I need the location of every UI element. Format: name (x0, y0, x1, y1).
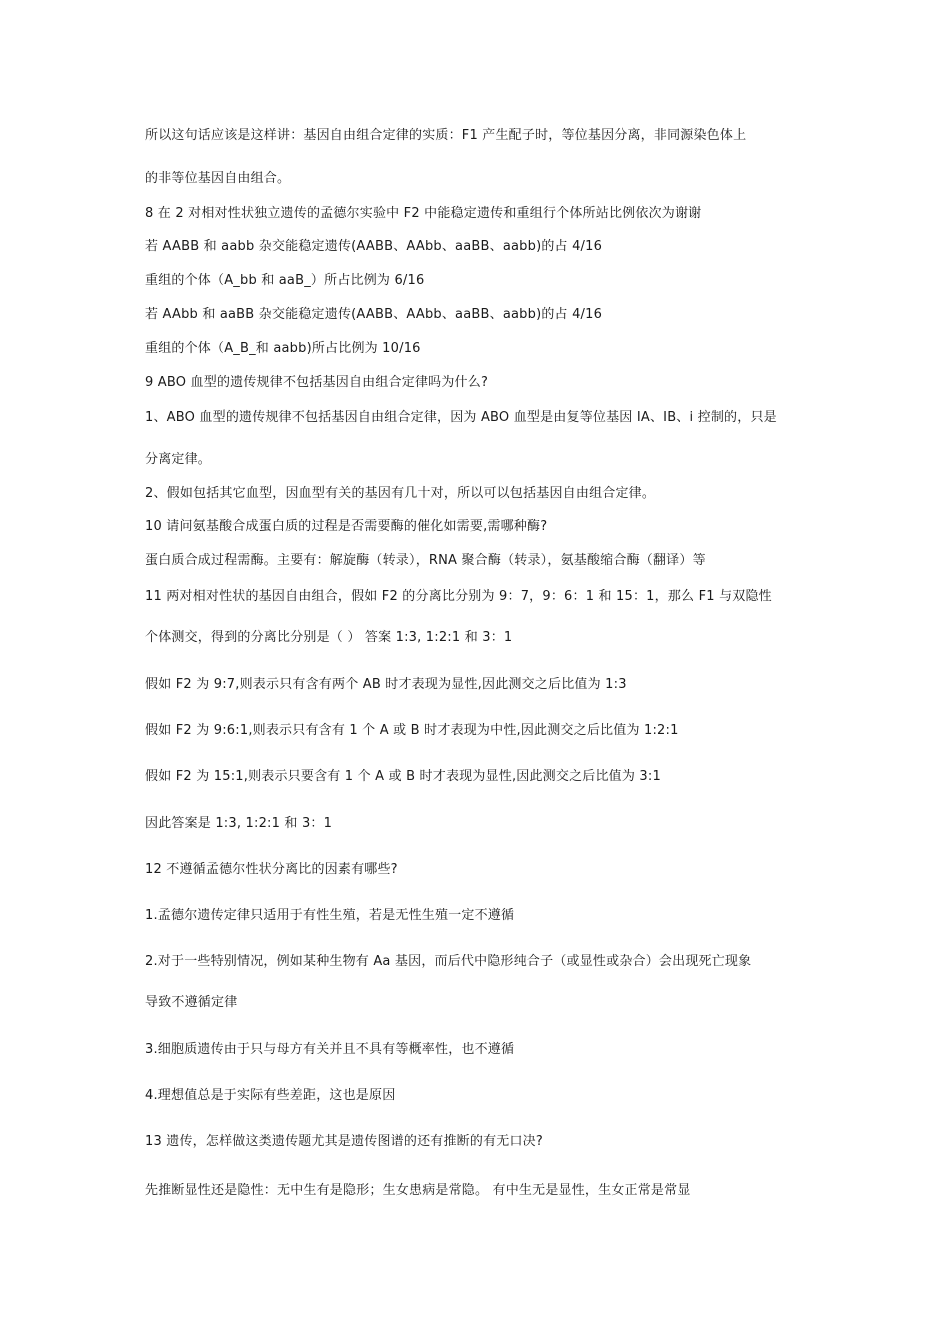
question-heading: 8 在 2 对相对性状独立遗传的孟德尔实验中 F2 中能稳定遗传和重组行个体所站比例依次为谢谢 (145, 206, 702, 221)
paragraph-line: 假如 F2 为 9:7,则表示只有含有两个 AB 时才表现为显性,因此测交之后比值为 1:3 (145, 677, 627, 692)
paragraph-line: 导致不遵循定律 (145, 995, 238, 1010)
paragraph-line: 2.对于一些特别情况，例如某种生物有 Aa 基因，而后代中隐形纯合子（或显性或杂合）会出现死亡现象 (145, 954, 752, 969)
paragraph-line: 所以这句话应该是这样讲：基因自由组合定律的实质：F1 产生配子时，等位基因分离，非同源染色体上 (145, 128, 747, 143)
paragraph-line: 重组的个体（A_bb 和 aaB_）所占比例为 6/16 (145, 273, 425, 288)
question-heading: 11 两对相对性状的基因自由组合，假如 F2 的分离比分别为 9：7，9：6：1 和 15：1，那么 F1 与双隐性 (145, 589, 772, 604)
paragraph-line: 因此答案是 1:3, 1:2:1 和 3：1 (145, 816, 333, 831)
paragraph-line: 1.孟德尔遗传定律只适用于有性生殖，若是无性生殖一定不遵循 (145, 908, 515, 923)
paragraph-line: 2、假如包括其它血型，因血型有关的基因有几十对，所以可以包括基因自由组合定律。 (145, 486, 656, 501)
paragraph-line: 假如 F2 为 15:1,则表示只要含有 1 个 A 或 B 时才表现为显性,因此测交之后比值为 3:1 (145, 769, 661, 784)
paragraph-line: 先推断显性还是隐性：无中生有是隐形；生女患病是常隐。 有中生无是显性，生女正常是常显 (145, 1183, 691, 1198)
question-heading: 10 请问氨基酸合成蛋白质的过程是否需要酶的催化如需要,需哪种酶? (145, 519, 548, 534)
paragraph-line: 蛋白质合成过程需酶。主要有：解旋酶（转录），RNA 聚合酶（转录），氨基酸缩合酶（翻译）等 (145, 553, 706, 568)
question-heading: 12 不遵循孟德尔性状分离比的因素有哪些? (145, 862, 398, 877)
paragraph-line: 个体测交，得到的分离比分别是（ ） 答案 1:3, 1:2:1 和 3：1 (145, 630, 513, 645)
question-heading: 9 ABO 血型的遗传规律不包括基因自由组合定律吗为什么? (145, 375, 489, 390)
paragraph-line: 分离定律。 (145, 452, 212, 467)
paragraph-line: 假如 F2 为 9:6:1,则表示只有含有 1 个 A 或 B 时才表现为中性,因此测交之后比值为 1:2:1 (145, 723, 679, 738)
question-heading: 13 遗传，怎样做这类遗传题尤其是遗传图谱的还有推断的有无口决? (145, 1134, 543, 1149)
paragraph-line: 若 AABB 和 aabb 杂交能稳定遗传(AABB、AAbb、aaBB、aabb)的占 4/16 (145, 239, 603, 254)
paragraph-line: 的非等位基因自由组合。 (145, 171, 291, 186)
paragraph-line: 1、ABO 血型的遗传规律不包括基因自由组合定律，因为 ABO 血型是由复等位基因 IA、IB、i 控制的，只是 (145, 410, 777, 425)
paragraph-line: 重组的个体（A_B_和 aabb)所占比例为 10/16 (145, 341, 421, 356)
paragraph-line: 3.细胞质遗传由于只与母方有关并且不具有等概率性，也不遵循 (145, 1042, 515, 1057)
paragraph-line: 若 AAbb 和 aaBB 杂交能稳定遗传(AABB、AAbb、aaBB、aabb)的占 4/16 (145, 307, 603, 322)
paragraph-line: 4.理想值总是于实际有些差距，这也是原因 (145, 1088, 396, 1103)
